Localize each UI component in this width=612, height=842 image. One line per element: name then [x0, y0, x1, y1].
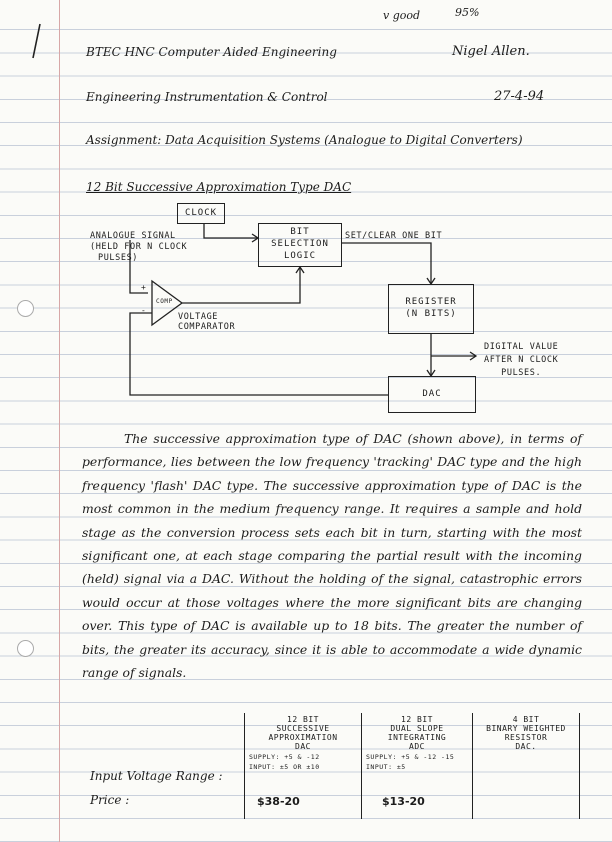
- body-paragraph: The successive approximation type of DAC (shown above), in terms of performance, lies between the low frequency 'tracking' DAC type and the high frequency 'flash' DAC type. The successive approximation type of DAC is the most common in the medium frequency range. It requires a sample and hold stage as the conversion process sets each bit in turn, starting with the most significant one, at each stage comparing the partial result with the incoming (held) signal via a DAC. Without the holding of the signal, catastrophic errors would occur at those voltages where the more significant bits are changing over. This type of DAC is available up to 18 bits. The greater the number of bits, the greater its accuracy, since it is able to accommodate a wide dynamic range of signals.: [82, 431, 582, 681]
- input-value: INPUT: ±5 OR ±10: [249, 763, 320, 771]
- logic-label-3: LOGIC: [283, 251, 317, 261]
- column-title-line: DAC.: [515, 742, 537, 751]
- table-column: [245, 713, 362, 773]
- course-title: BTEC HNC Computer Aided Engineering: [86, 45, 337, 59]
- table-column: [362, 713, 473, 773]
- comparator-label: [178, 312, 235, 332]
- column-title-line: SUCCESSIVE: [276, 724, 330, 733]
- supply-value: SUPPLY: +5 & -12 -15: [366, 753, 455, 761]
- comparator-symbol: COMP: [156, 298, 173, 305]
- column-title-line: 12 BIT: [401, 715, 433, 724]
- output-label-line: AFTER N CLOCK: [484, 355, 559, 365]
- output-label-line: PULSES.: [501, 368, 542, 378]
- module-title: Engineering Instrumentation & Control: [86, 90, 328, 104]
- comparator-label-line: VOLTAGE: [178, 312, 219, 322]
- price-successive: $38-20: [257, 795, 300, 808]
- price-dual-slope: $13-20: [382, 795, 425, 808]
- grade-score: 95%: [455, 6, 480, 19]
- row-label-price: Price :: [90, 793, 130, 807]
- column-title-line: DUAL SLOPE: [390, 724, 444, 733]
- column-title-line: RESISTOR: [504, 733, 548, 742]
- table-spacer: [473, 773, 580, 819]
- column-title-line: APPROXIMATION: [268, 733, 338, 742]
- column-title-line: BINARY WEIGHTED: [486, 724, 566, 733]
- column-title-line: INTEGRATING: [387, 733, 447, 742]
- input-label-line: ANALOGUE SIGNAL: [90, 231, 176, 241]
- grade-comment: v good: [383, 9, 421, 22]
- author-name: Nigel Allen.: [452, 44, 530, 59]
- output-label-line: DIGITAL VALUE: [484, 342, 559, 352]
- column-title-line: 12 BIT: [287, 715, 319, 724]
- input-value: INPUT: ±5: [366, 763, 406, 771]
- output-label: [484, 341, 558, 380]
- assignment-title: Assignment: Data Acquisition Systems (Analogue to Digital Converters): [86, 133, 523, 147]
- clock-box: [177, 203, 225, 224]
- section-title: 12 Bit Successive Approximation Type DAC: [86, 180, 352, 194]
- logic-label-2: SELECTION: [271, 239, 329, 249]
- dac-label: DAC: [422, 389, 442, 399]
- date: 27-4-94: [494, 89, 545, 104]
- register-label-1: REGISTER: [405, 297, 457, 307]
- register-box: [388, 284, 474, 334]
- supply-value: SUPPLY: +5 & -12: [249, 753, 320, 761]
- clock-label: CLOCK: [184, 208, 218, 218]
- column-title-line: 4 BIT: [512, 715, 540, 724]
- table-column: [473, 713, 580, 773]
- analogue-input-label: [90, 231, 187, 264]
- set-clear-label: SET/CLEAR ONE BIT: [345, 231, 443, 241]
- comparator-label-line: COMPARATOR: [178, 322, 236, 332]
- column-title-line: DAC: [295, 742, 311, 751]
- register-label-2: (N BITS): [405, 309, 457, 319]
- minus-sign: -: [141, 306, 147, 315]
- bit-selection-logic-box: [258, 223, 342, 267]
- input-label-line: (HELD FOR N CLOCK: [90, 242, 188, 252]
- row-label-input-range: Input Voltage Range :: [90, 769, 223, 783]
- plus-sign: +: [141, 283, 147, 292]
- input-label-line: PULSES): [98, 253, 139, 263]
- dac-box: [388, 376, 476, 413]
- logic-label-1: BIT: [290, 227, 310, 237]
- column-title-line: ADC: [409, 742, 425, 751]
